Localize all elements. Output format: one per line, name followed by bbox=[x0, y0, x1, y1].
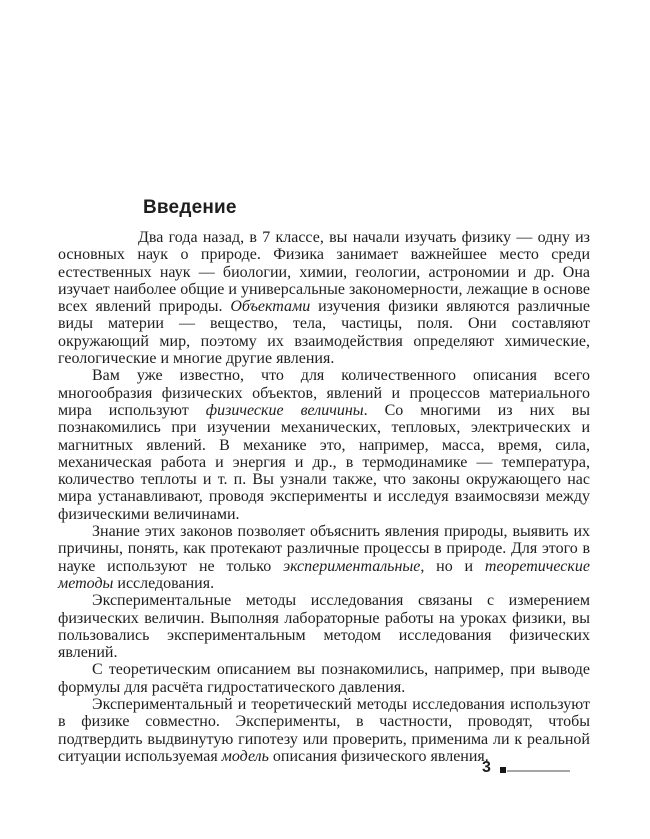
italic-term: теоретические методы bbox=[58, 557, 590, 592]
italic-term: Объектами bbox=[230, 298, 311, 316]
chapter-title: Введение bbox=[143, 197, 237, 218]
paragraph bbox=[58, 367, 590, 523]
text-run: Знание этих законов позволяет объяснить явления природы, выявить их причины, понять, как протекают различные процессы в природе. Для этого в науке используют не только bbox=[58, 523, 590, 575]
text-run: описания физического явления. bbox=[268, 747, 489, 765]
page-number: 3 bbox=[482, 759, 491, 776]
text-run: Два года назад, в 7 классе, вы начали изучать физику — одну из основных наук о природе. Физика занимает важнейшее место среди естественных наук — биологии, химии, геологии, астрономии и др. Она изучает наиболее общие и универсальные закономерности, лежащие в основе всех явлений природы. bbox=[58, 229, 590, 316]
footer-square-icon bbox=[500, 767, 506, 773]
text-run: Экспериментальные методы исследования связаны с измерением физических величин. Выполняя лабораторные работы на уроках физики, вы пользовались экспериментальным методом исследования физических явлений. bbox=[58, 592, 590, 662]
paragraph bbox=[58, 523, 590, 592]
text-run: изучения физики являются различные виды материи — вещество, тела, частицы, поля. Они составляют окружающий мир, поэтому их взаимодействия определяют химические, геологические и многие другие явления. bbox=[58, 298, 590, 368]
text-run: С теоретическим описанием вы познакомились, например, при выводе формулы для расчёта гидростатического давления. bbox=[58, 661, 590, 696]
body-text-block bbox=[58, 229, 590, 765]
paragraph bbox=[58, 661, 590, 696]
paragraph bbox=[58, 229, 590, 367]
text-run: . Со многими из них вы познакомились при изучении механических, тепловых, электрических и магнитных явлений. В механике это, например, масса, время, сила, механическая работа и энергия и др., в термодинамике — температура, количество теплоты и т. п. Вы узнали также, что законы окружающего нас мира устанавливают, проводя эксперименты и исследуя взаимосвязи между физическими величинами. bbox=[58, 401, 591, 523]
text-run: , но и bbox=[420, 557, 485, 575]
text-run: Вам уже известно, что для количественного описания всего многообразия физических объектов, явлений и процессов материального мира используют bbox=[58, 367, 590, 419]
paragraph bbox=[58, 696, 590, 765]
footer-rule bbox=[507, 770, 570, 772]
italic-term: модель bbox=[221, 747, 269, 765]
text-run: Экспериментальный и теоретический методы исследования используют в физике совместно. Эксперименты, в частности, проводят, чтобы подтвердить выдвинутую гипотезу или проверить, применима ли к реальной ситуации используемая bbox=[58, 696, 590, 765]
italic-term: физические величины bbox=[205, 401, 364, 419]
page-footer bbox=[0, 760, 650, 784]
italic-term: экспериментальные bbox=[283, 557, 421, 575]
text-run: исследования. bbox=[113, 574, 215, 592]
paragraph bbox=[58, 592, 590, 661]
